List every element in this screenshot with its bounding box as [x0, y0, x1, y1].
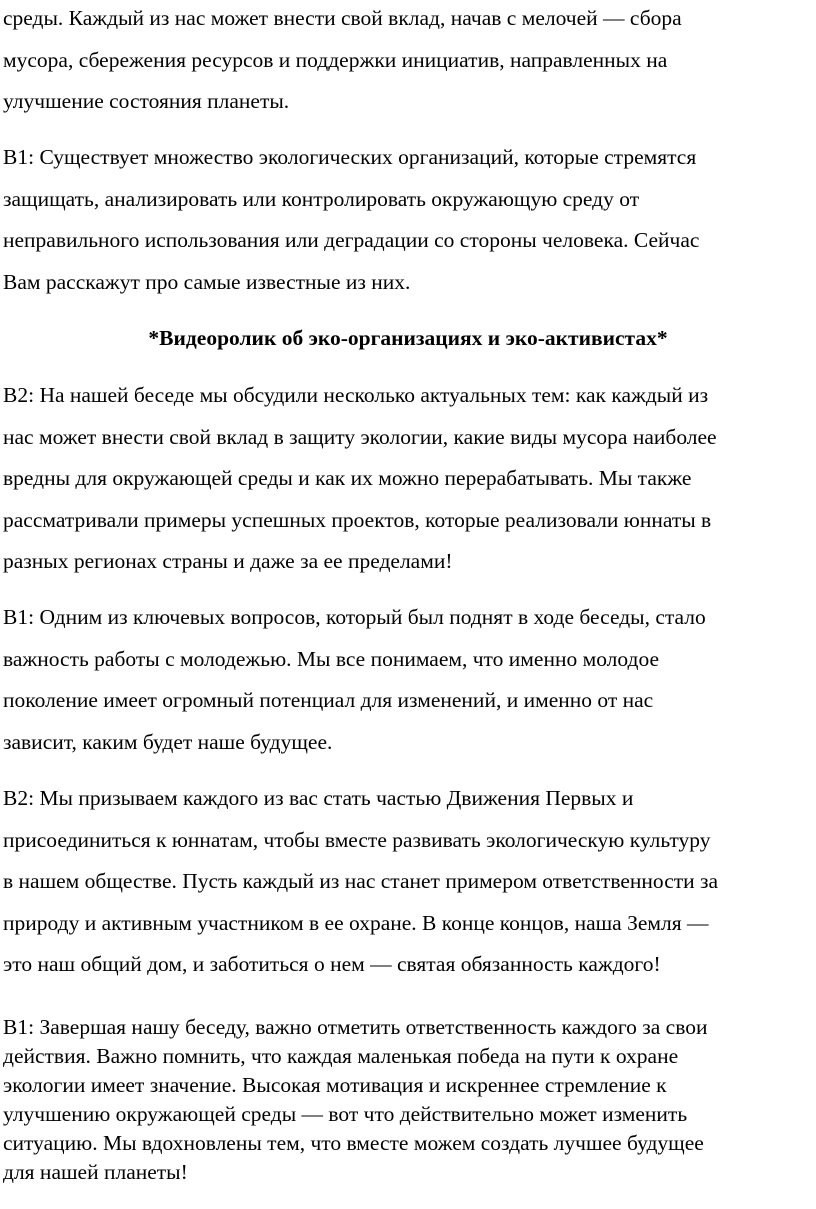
text-line: неправильного использования или деградации со стороны человека. Сейчас [3, 228, 700, 253]
text-line: защищать, анализировать или контролировать окружающую среду от [3, 186, 640, 211]
text-line: разных регионах страны и даже за ее пределами! [3, 549, 453, 574]
text-line: В1: Завершая нашу беседу, важно отметить ответственность каждого за свои [3, 1015, 708, 1039]
text-line: для нашей планеты! [3, 1160, 188, 1184]
paragraph-v2-call-to-action [3, 778, 718, 986]
text-line: зависит, каким будет наше будущее. [3, 729, 333, 754]
text-line: рассматривали примеры успешных проектов, которые реализовали юннаты в [3, 507, 712, 532]
paragraph-v1-organizations [3, 137, 699, 303]
text-line: природу и активным участником в ее охране. В конце концов, наша Земля — [3, 910, 709, 935]
text-line: поколение имеет огромный потенциал для изменений, и именно от нас [3, 688, 654, 713]
text-line: Вам расскажут про самые известные из них. [3, 269, 411, 294]
text-line: в нашем обществе. Пусть каждый из нас станет примером ответственности за [3, 869, 719, 894]
text-line: экологии имеет значение. Высокая мотивация и искреннее стремление к [3, 1073, 667, 1097]
text-line: вредны для окружающей среды и как их можно перерабатывать. Мы также [3, 466, 692, 491]
paragraph-v1-youth [3, 597, 706, 763]
text-line: В1: Существует множество экологических организаций, которые стремятся [3, 145, 697, 169]
text-line: улучшение состояния планеты. [3, 89, 290, 114]
paragraph-v2-discussion [3, 375, 717, 583]
text-line: мусора, сбережения ресурсов и поддержки инициатив, направленных на [3, 47, 668, 72]
text-line: ситуацию. Мы вдохновлены тем, что вместе можем создать лучшее будущее [3, 1131, 704, 1155]
text-line: В2: Мы призываем каждого из вас стать частью Движения Первых и [3, 786, 634, 810]
text-line: важность работы с молодежью. Мы все понимаем, что именно молодое [3, 646, 660, 671]
text-line: В1: Одним из ключевых вопросов, который был поднят в ходе беседы, стало [3, 605, 706, 629]
text-line: действия. Важно помнить, что каждая маленькая победа на пути к охране [3, 1044, 679, 1068]
video-heading: *Видеоролик об эко-организациях и эко-активистах* [148, 326, 668, 350]
text-line: среды. Каждый из нас может внести свой вклад, начав с мелочей — сбора [3, 6, 682, 30]
text-line: это наш общий дом, и заботиться о нем — святая обязанность каждого! [3, 952, 661, 977]
paragraph-intro-end [3, 0, 682, 123]
text-line: нас может внести свой вклад в защиту экологии, какие виды мусора наиболее [3, 424, 717, 449]
paragraph-v1-conclusion [3, 1013, 707, 1187]
text-line: присоединиться к юннатам, чтобы вместе развивать экологическую культуру [3, 827, 711, 852]
text-line: В2: На нашей беседе мы обсудили несколько актуальных тем: как каждый из [3, 383, 709, 407]
text-line: улучшению окружающей среды — вот что действительно может изменить [3, 1102, 688, 1126]
